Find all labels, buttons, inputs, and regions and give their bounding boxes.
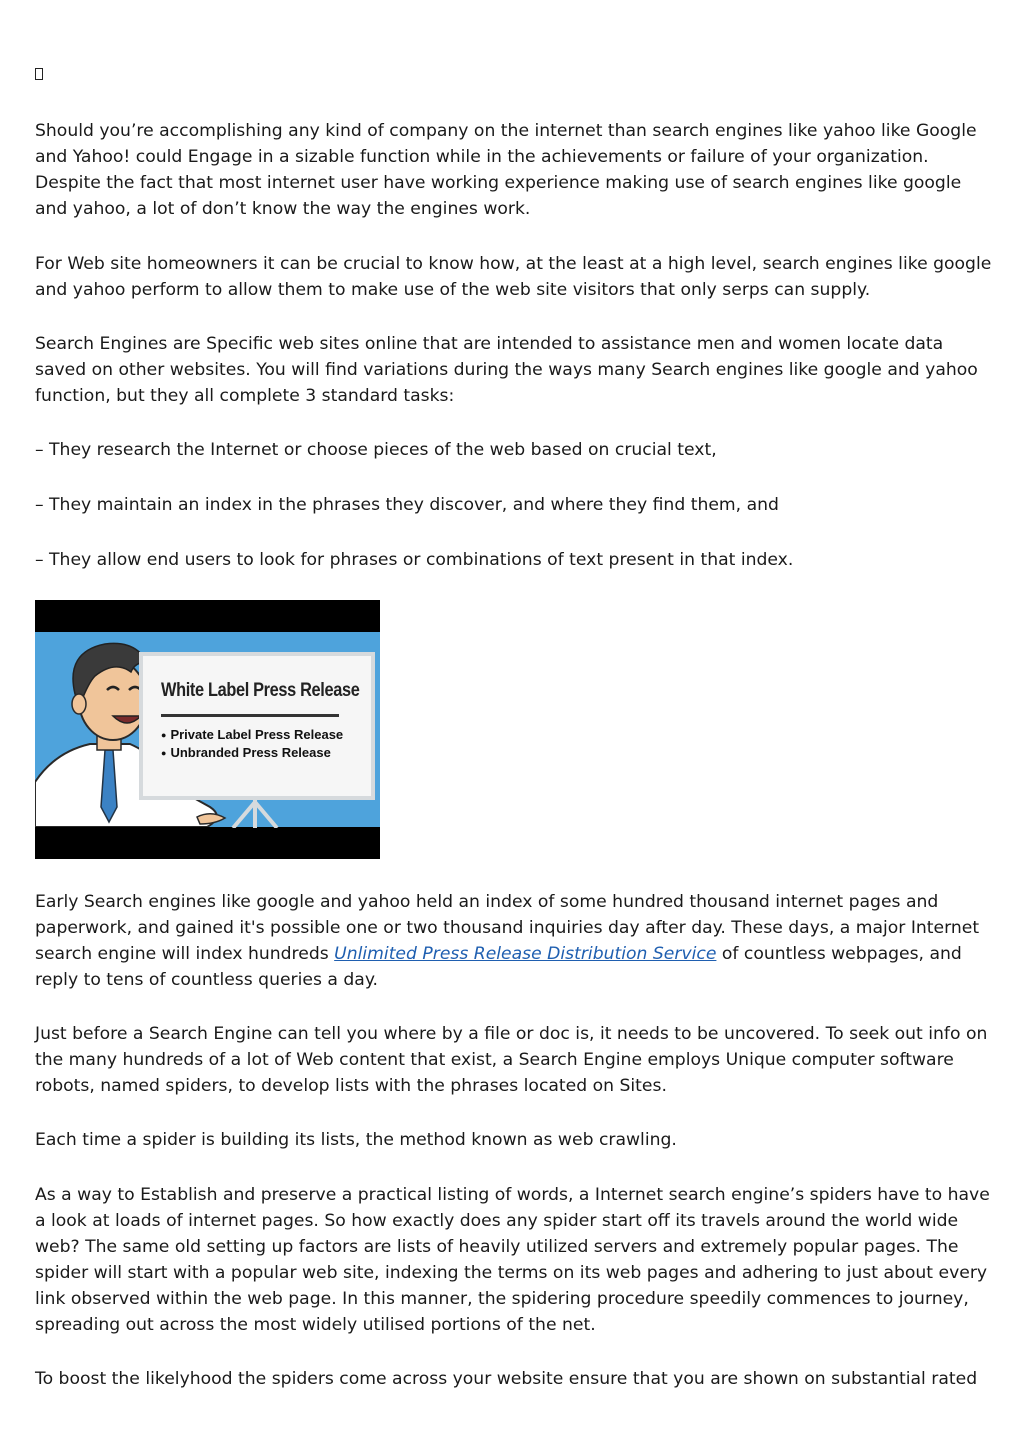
- paragraph: Should you’re accomplishing any kind of company on the internet than search engines like yahoo like Google and Yahoo! could Engage in a sizable function while in the achievements or failure of your organization. Despite the fact that most internet user have working experience making use of search engines like google and yahoo, a lot of don’t know the way the engines work.: [35, 121, 977, 219]
- board-list: [161, 726, 343, 762]
- board-item: ● Private Label Press Release: [161, 726, 343, 744]
- board-divider: [161, 714, 339, 717]
- paragraph: To boost the likelyhood the spiders come across your website ensure that you are shown on substantial rated: [35, 1369, 978, 1389]
- paragraph: As a way to Establish and preserve a practical listing of words, a Internet search engine’s spiders have to have a look at loads of internet pages. So how exactly does any spider start off its travels around the world wide web? The same old setting up factors are lists of heavily utilized servers and extremely popular pages. The spider will start with a popular web site, indexing the terms on its web pages and adhering to just about every link observed within the web page. In this manner, the spidering procedure speedily commences to journey, spreading out across the most widely utilised portions of the net.: [35, 1185, 990, 1335]
- press-release-service-link[interactable]: Unlimited Press Release Distribution Service: [334, 944, 717, 964]
- list-item: – They research the Internet or choose pieces of the web based on crucial text,: [35, 440, 717, 460]
- presentation-board: [139, 652, 375, 800]
- paragraph: Search Engines are Specific web sites online that are intended to assistance men and women locate data saved on other websites. You will find variations during the ways many Search engines like google and yahoo function, but they all complete 3 standard tasks:: [35, 334, 978, 406]
- board-item: ● Unbranded Press Release: [161, 744, 343, 762]
- paragraph: For Web site homeowners it can be crucial to know how, at the least at a high level, search engines like google and yahoo perform to allow them to make use of the web site visitors that only serps can supply.: [35, 254, 992, 300]
- paragraph: Early Search engines like google and yahoo held an index of some hundred thousand internet pages and paperwork, and gained it's possible one or two thousand inquiries day after day. These days, a major Internet search engine will index hundreds Unlimited Press Release Distribution Service of countless webpages, and reply to tens of countless queries a day.: [35, 892, 980, 990]
- missing-glyph-icon: [35, 68, 43, 80]
- press-release-video-thumbnail: [35, 600, 380, 859]
- paragraph: Just before a Search Engine can tell you where by a file or doc is, it needs to be uncovered. To seek out info on the many hundreds of a lot of Web content that exist, a Search Engine employs Unique computer software robots, named spiders, to develop lists with the phrases located on Sites.: [35, 1024, 988, 1096]
- list-item: – They maintain an index in the phrases they discover, and where they find them, and: [35, 495, 779, 515]
- paragraph: Each time a spider is building its lists, the method known as web crawling.: [35, 1130, 677, 1150]
- easel-stand-icon: [215, 798, 295, 828]
- board-title: White Label Press Release: [161, 680, 360, 701]
- thumbnail-scene: [35, 632, 380, 827]
- list-item: – They allow end users to look for phrases or combinations of text present in that index.: [35, 550, 794, 570]
